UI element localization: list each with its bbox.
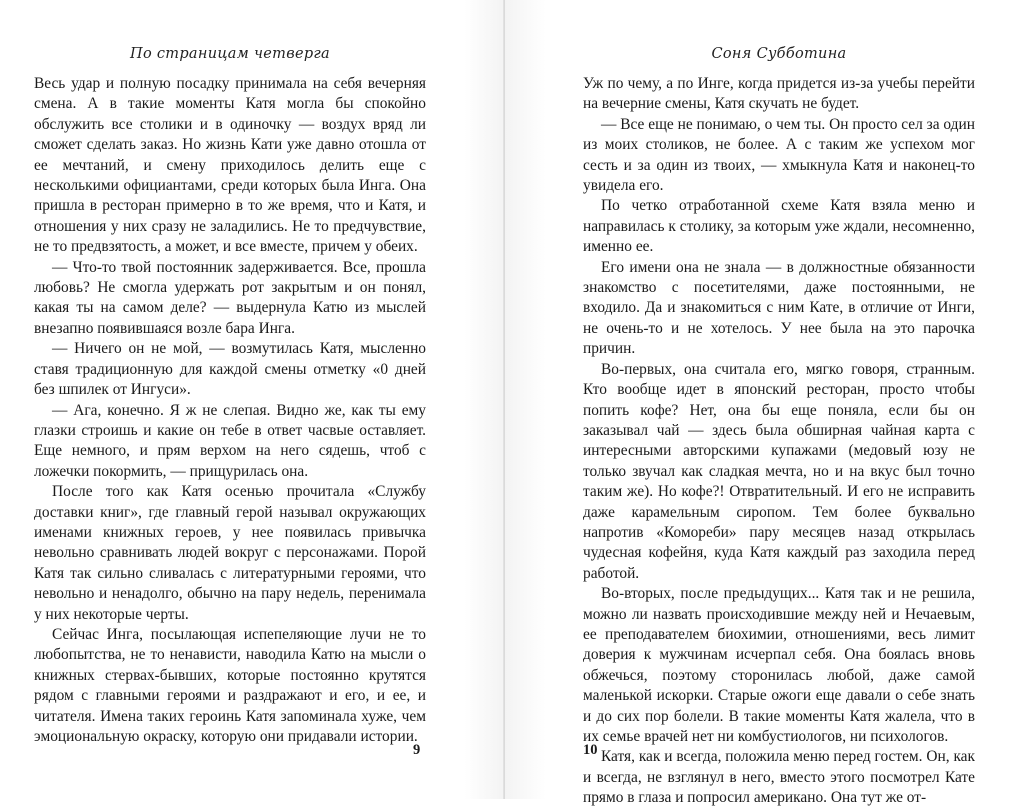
paragraph: — Все еще не понимаю, о чем ты. Он просто сел за один из моих столиков, не более. А с таким же успехом мог сесть и за один из твоих, — хмыкнула Катя и наконец-то увидела его. — [583, 115, 975, 195]
paragraph: После того как Катя осенью прочитала «Службу доставки книг», где главный герой называл окружающих именами книжных героев, у нее появилась привычка невольно сравнивать людей вокруг с персонажами. Порой Катя так сильно сливалась с литературными героями, что невольно и ненадолго, обычно на пару недель, перенимала у них некоторые черты. — [34, 483, 426, 623]
right-page — [505, 0, 1014, 807]
left-page-body — [34, 74, 426, 747]
paragraph: Во-вторых, после предыдущих... Катя так и не решила, можно ли назвать происходившие между ней и Нечаевым, ее преподавателем биохимии, отношениями, весь лимит доверия к мужчинам исчерпал себя. Она боялась вновь обжечься, поэтому сторонилась любой, даже самой маленькой искорки. Старые ожоги еще давали о себе знать и до сих пор болели. В такие моменты Катя жалела, что в их семье врачей нет ни комбустиологов, ни психологов. — [583, 585, 975, 745]
left-page — [0, 0, 505, 799]
paragraph: По четко отработанной схеме Катя взяла меню и направилась к столику, за которым уже ждали, несомненно, именно ее. — [583, 197, 975, 256]
right-page-body — [583, 74, 975, 809]
paragraph: Уж по чему, а по Инге, когда придется из-за учебы перейти на вечерние смены, Катя скучать не будет. — [583, 75, 975, 113]
paragraph: Катя, как и всегда, положила меню перед гостем. Он, как и всегда, не взглянул в него, вместо этого посмотрел Кате прямо в глаза и попросил американо. Она тут же от- — [583, 748, 975, 807]
paragraph: — Ничего он не мой, — возмутилась Катя, мысленно ставя традиционную для каждой смены отметку «0 дней без шпилек от Ингуси». — [34, 340, 426, 399]
page-number-left: 9 — [413, 742, 421, 758]
paragraph: — Что-то твой постоянник задерживается. Все, прошла любовь? Не смогла удержать рот закрытым и он понял, какая ты на самом деле? — выдернула Катю из мыслей внезапно появившаяся возле бара Инга. — [34, 258, 426, 337]
running-head-left: По страницам четверга — [130, 46, 330, 62]
paragraph: — Ага, конечно. Я ж не слепая. Видно же, как ты ему глазки строишь и какие он тебе в ответ часвые оставляет. Еще немного, и прям верхом на него сядешь, чтоб с ложечки покормить, — прищурилась она. — [34, 401, 426, 480]
paragraph: Во-первых, она считала его, мягко говоря, странным. Кто вообще идет в японский ресторан, просто чтобы попить кофе? Нет, она бы еще поняла, если бы он заказывал чай — здесь была обширная чайная карта с интересными авторскими купажами (медовый юзу не только звучал как сладкая мечта, но и на вкус был точно таким же). Но кофе?! Отвратительный. И его не исправить даже карамельным сиропом. Тем более буквально напротив «Комореби» пару месяцев назад открылась чудесная кофейня, куда Катя каждый раз заходила перед работой. — [583, 360, 975, 582]
page-number-right: 10 — [583, 742, 598, 758]
paragraph: Весь удар и полную посадку принимала на себя вечерняя смена. А в такие моменты Катя могла бы спокойно обслужить все столики и в одиночку — воздух вряд ли сможет сделать заказ. Но жизнь Кати уже давно отошла от ее мечтаний, и смену приходилось делить еще с несколькими официантами, среди которых была Инга. Она пришла в ресторан примерно в то же время, что и Катя, и отношения у них сразу не заладились. Не то предчувствие, не то предвзятость, а может, и все вместе, причем у обеих. — [34, 75, 426, 256]
paragraph: Сейчас Инга, посылающая испепеляющие лучи не то любопытства, не то ненависти, наводила Катю на мысли о книжных стервах-бывших, которые постоянно крутятся рядом с главными героями и раздражают и его, и ее, и читателя. Имена таких героинь Катя запоминала хуже, чем эмоциональную окраску, которую они придавали истории. — [34, 625, 426, 745]
running-head-right: Соня Субботина — [711, 46, 847, 62]
paragraph: Его имени она не знала — в должностные обязанности знакомство с посетителями, даже постоянными, не входило. Да и знакомиться с ним Кате, в отличие от Инги, не очень-то и не хотелось. У нее была на это парочка причин. — [583, 258, 975, 358]
